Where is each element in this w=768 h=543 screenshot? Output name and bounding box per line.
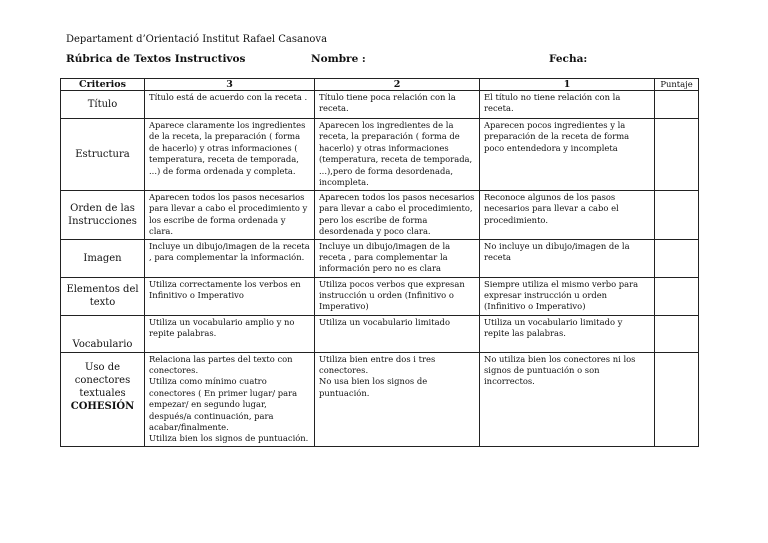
score-cell[interactable] — [655, 191, 699, 240]
level-3-cell: Aparecen todos los pasos necesarios para llevar a cabo el procedimiento y los escribe de forma ordenada y clara. — [145, 191, 315, 240]
criterion-cell: Título — [61, 91, 145, 119]
table-row — [61, 191, 699, 240]
level-1-cell: Siempre utiliza el mismo verbo para expresar instrucción u orden (Infinitivo o Imperativo) — [480, 277, 655, 315]
level-3-cell: Relaciona las partes del texto con conectores. Utiliza como mínimo cuatro conectores ( En primer lugar/ para empezar/ en segundo lugar, después/a continuación, para acabar/finalmente. Utiliza bien los signos de puntuación. — [145, 352, 315, 446]
level-2-cell: Aparecen los ingredientes de la receta, la preparación ( forma de hacerlo) y otras informaciones (temperatura, receta de temporada, ...),pero de forma desordenada, incompleta. — [315, 119, 480, 191]
score-cell[interactable] — [655, 91, 699, 119]
name-label: Nombre : — [311, 53, 366, 65]
department-title: Departament d’Orientació Institut Rafael Casanova — [66, 34, 328, 45]
criterion-line: conectores — [74, 374, 131, 386]
table-row — [61, 315, 699, 352]
criterion-cell — [61, 352, 145, 446]
level-1-cell: No incluye un dibujo/imagen de la receta — [480, 239, 655, 277]
level-3-cell: Utiliza correctamente los verbos en Infinitivo o Imperativo — [145, 277, 315, 315]
criterion-cell: Orden de las Instrucciones — [61, 191, 145, 240]
column-header-2: 2 — [315, 79, 480, 91]
score-cell[interactable] — [655, 119, 699, 191]
table-row — [61, 239, 699, 277]
criterion-cell: Elementos del texto — [61, 277, 145, 315]
level-3-cell: Aparece claramente los ingredientes de la receta, la preparación ( forma de hacerlo) y otras informaciones ( temperatura, receta de temporada, ...) de forma ordenada y completa. — [145, 119, 315, 191]
level-1-cell: El título no tiene relación con la receta. — [480, 91, 655, 119]
level-2-cell: Incluye un dibujo/imagen de la receta , para complementar la información pero no es clara — [315, 239, 480, 277]
date-label: Fecha: — [549, 53, 588, 65]
column-header-puntaje: Puntaje — [655, 79, 699, 91]
criterion-cell: Imagen — [61, 239, 145, 277]
table-row — [61, 91, 699, 119]
criterion-line: Uso de — [84, 361, 121, 373]
rubric-title: Rúbrica de Textos Instructivos — [66, 53, 246, 65]
column-header-1: 1 — [480, 79, 655, 91]
score-cell[interactable] — [655, 352, 699, 446]
criterion-line-bold: COHESIÓN — [70, 400, 135, 412]
criterion-cell: Estructura — [61, 119, 145, 191]
level-3-cell: Incluye un dibujo/imagen de la receta , para complementar la información. — [145, 239, 315, 277]
header-row — [61, 79, 699, 91]
criterion-cell: Vocabulario — [61, 315, 145, 352]
criterion-line: textuales — [79, 387, 126, 399]
level-1-cell: Aparecen pocos ingredientes y la preparación de la receta de forma poco entendedora y incompleta — [480, 119, 655, 191]
level-1-cell: Reconoce algunos de los pasos necesarios para llevar a cabo el procedimiento. — [480, 191, 655, 240]
table-row — [61, 119, 699, 191]
table-row — [61, 352, 699, 446]
table-row — [61, 277, 699, 315]
level-1-cell: Utiliza un vocabulario limitado y repite las palabras. — [480, 315, 655, 352]
column-header-3: 3 — [145, 79, 315, 91]
level-2-cell: Utiliza un vocabulario limitado — [315, 315, 480, 352]
score-cell[interactable] — [655, 277, 699, 315]
score-cell[interactable] — [655, 315, 699, 352]
column-header-criterios: Criterios — [61, 79, 145, 91]
level-2-cell: Utiliza pocos verbos que expresan instrucción u orden (Infinitivo o Imperativo) — [315, 277, 480, 315]
level-2-cell: Título tiene poca relación con la receta. — [315, 91, 480, 119]
rubric-table — [60, 78, 699, 447]
level-1-cell: No utiliza bien los conectores ni los signos de puntuación o son incorrectos. — [480, 352, 655, 446]
level-2-cell: Utiliza bien entre dos i tres conectores. No usa bien los signos de puntuación. — [315, 352, 480, 446]
level-2-cell: Aparecen todos los pasos necesarios para llevar a cabo el procedimiento, pero los escribe de forma desordenada y poco clara. — [315, 191, 480, 240]
score-cell[interactable] — [655, 239, 699, 277]
level-3-cell: Utiliza un vocabulario amplio y no repite palabras. — [145, 315, 315, 352]
level-3-cell: Título está de acuerdo con la receta . — [145, 91, 315, 119]
